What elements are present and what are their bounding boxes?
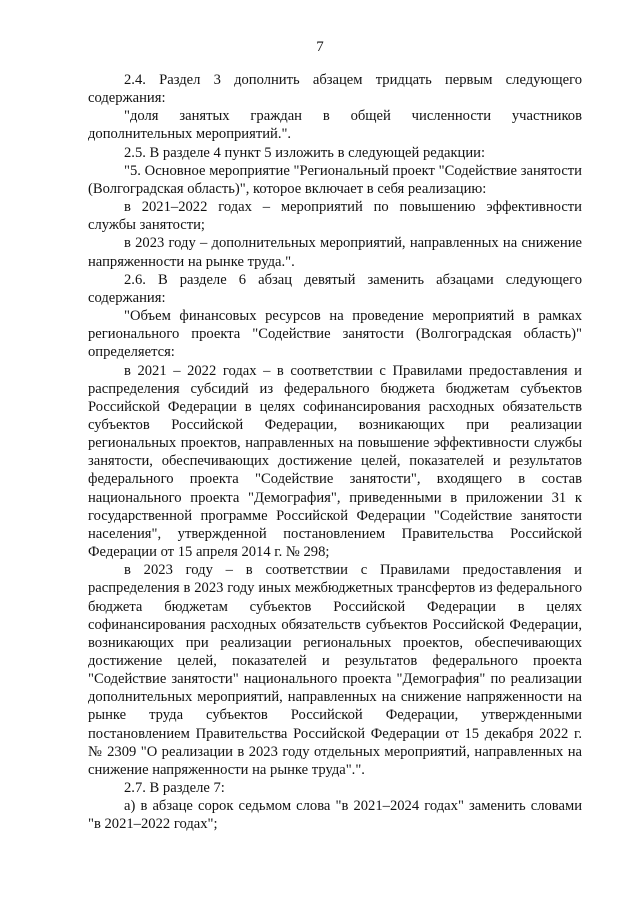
period-2023-text: в 2023 году – дополнительных мероприятий, направленных на снижение напряженности на рынке труда.".	[88, 235, 582, 270]
paragraph-2-6: 2.6. В разделе 6 абзац девятый заменить абзацами следующего содержания:	[88, 271, 582, 306]
paragraph-2-4: 2.4. Раздел 3 дополнить абзацем тридцать первым следующего содержания:	[88, 72, 582, 107]
subparagraph-a: а) в абзаце сорок седьмом слова "в 2021–2024 годах" заменить словами "в 2021–2022 годах";	[88, 798, 582, 833]
funding-volume-text: "Объем финансовых ресурсов на проведение мероприятий в рамках регионального проекта "Содействие занятости (Волгоградская область)" определяется:	[88, 308, 582, 361]
funding-2021-2022-text: в 2021 – 2022 годах – в соответствии с Правилами предоставления и распределения субсидий из федерального бюджета бюджетам субъектов Российской Федерации в целях софинансирования расходных обязательств субъектов Российской Федерации, возникающих при реализации региональных проектов, направленных на повышение эффективности службы занятости, обеспечивающих достижение целей, показателей и результатов федерального проекта "Содействие занятости", входящего в состав национального проекта "Демография", приведенными в приложении 31 к государственной программе Российской Федерации "Содействие занятости населения", утвержденной постановлением Правительства Российской Федерации от 15 апреля 2014 г. № 298;	[88, 362, 582, 561]
paragraph-2-5: 2.5. В разделе 4 пункт 5 изложить в следующей редакции:	[124, 144, 486, 161]
main-activity-text: "5. Основное мероприятие "Региональный проект "Содействие занятости (Волгоградская область)", которое включает в себя реализацию:	[88, 162, 582, 197]
quoted-indicator-text: "доля занятых граждан в общей численности участников дополнительных мероприятий.".	[88, 108, 582, 143]
paragraph-2-7: 2.7. В разделе 7:	[124, 780, 225, 797]
period-2021-2022-text: в 2021–2022 годах – мероприятий по повышению эффективности службы занятости;	[88, 199, 582, 234]
funding-2023-text: в 2023 году – в соответствии с Правилами предоставления и распределения в 2023 году иных межбюджетных трансфертов из федерального бюджета бюджетам субъектов Российской Федерации в целях софинансирования расходных обязательств субъектов Российской Федерации, возникающих при реализации региональных проектов, обеспечивающих достижение целей, показателей и результатов федерального проекта "Содействие занятости" национального проекта "Демография" по реализации дополнительных мероприятий, направленных на снижение напряженности на рынке труда субъектов Российской Федерации, утвержденными постановлением Правительства Российской Федерации от 15 декабря 2022 г. № 2309 "О реализации в 2023 году отдельных мероприятий, направленных на снижение напряженности на рынке труда".".	[88, 562, 582, 778]
page-number: 7	[316, 39, 324, 55]
document-body	[88, 71, 582, 834]
